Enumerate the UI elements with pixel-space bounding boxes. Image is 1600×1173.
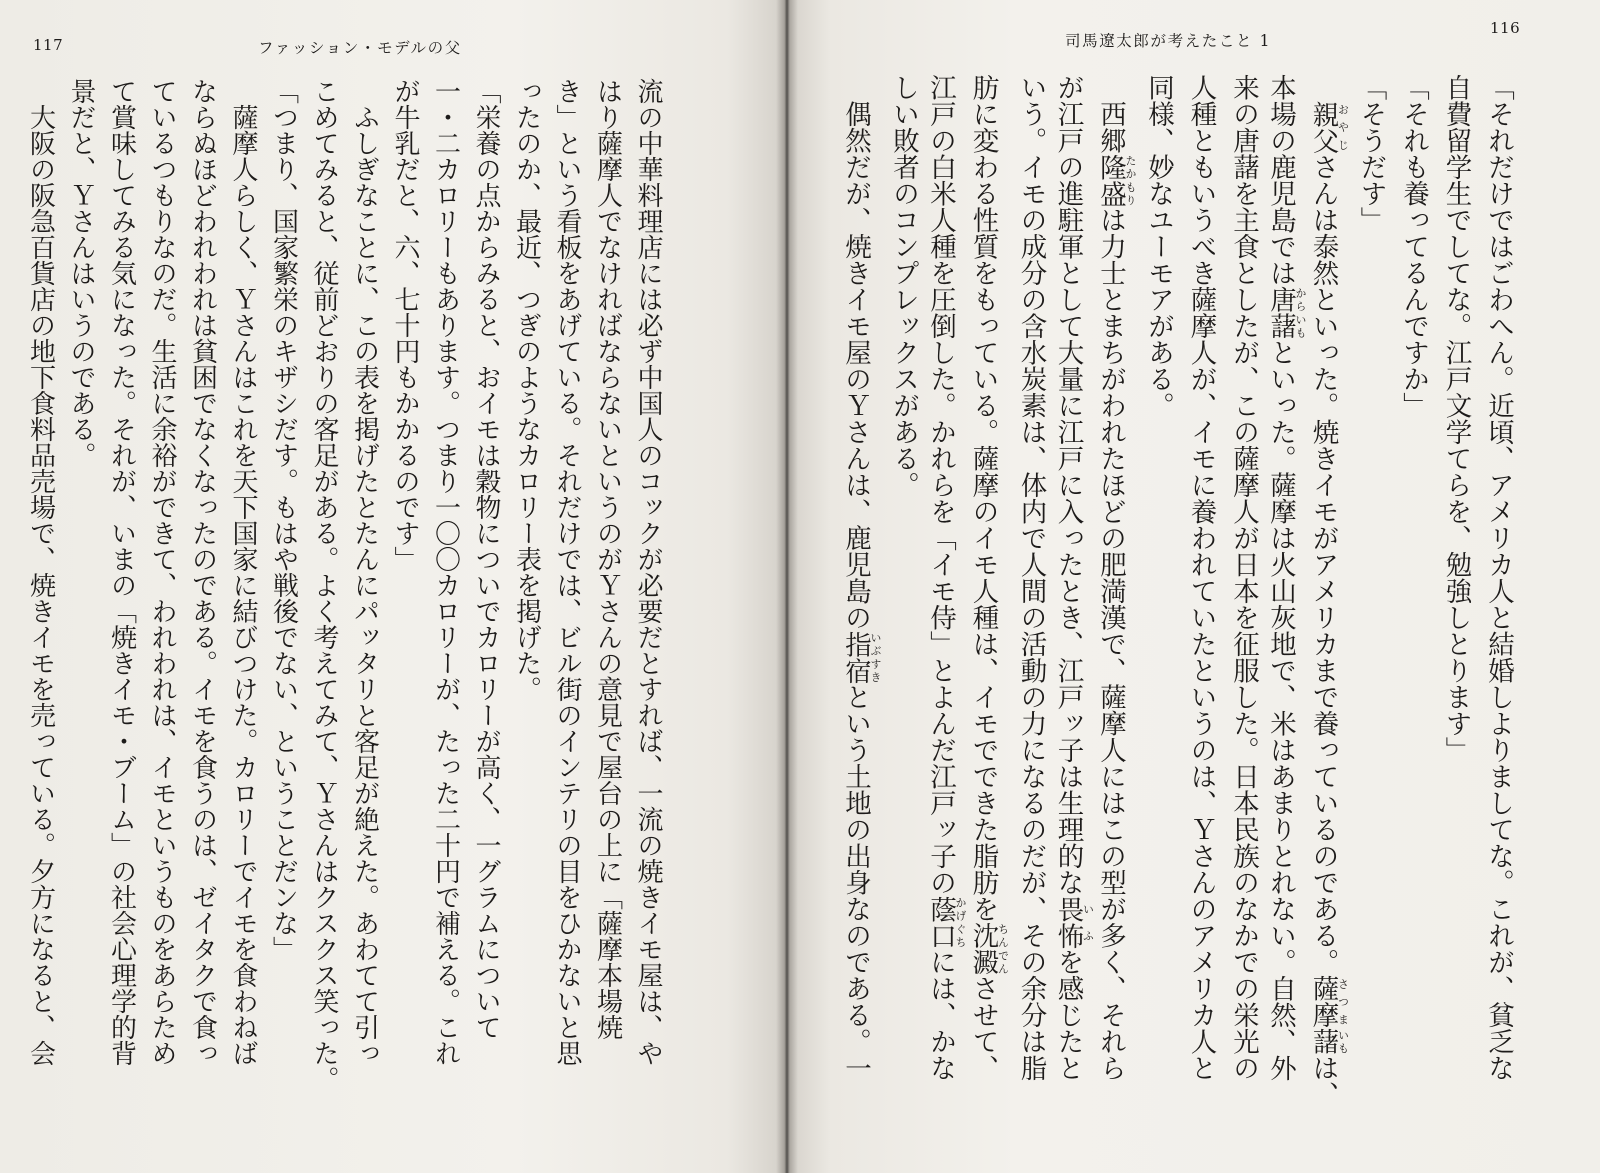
text-run: 一・二カロリーもあります。つまり一〇〇カロリーが、たった二十円で補える。これ [430, 78, 461, 1066]
ruby-annotation [1307, 1028, 1350, 1055]
text-column [101, 78, 142, 1138]
ruby-reading: かげぐち [954, 895, 967, 949]
text-column [425, 78, 466, 1138]
ruby-base: 親父 [1307, 100, 1339, 154]
text-run: という土地の出身なのである。一 [840, 683, 871, 1081]
right-page [790, 0, 1600, 1173]
text-column [924, 74, 967, 1144]
text-run: 自費留学生でしてな。江戸文学てらを、勉強しとります」 [1440, 74, 1472, 763]
text-run: させて、 [967, 975, 999, 1081]
text-run: ったのか、最近、つぎのようなカロリー表を掲げた。 [511, 78, 542, 702]
gutter-shadow [776, 0, 798, 1173]
text-run: 「それも養ってるんですか」 [1398, 74, 1429, 419]
text-column [547, 78, 588, 1138]
text-run: 同様、妙なユーモアがある。 [1143, 74, 1174, 419]
text-column [20, 78, 61, 1138]
ruby-base: 唐藷 [1265, 286, 1296, 339]
running-head: ファッション・モデルの父 [258, 39, 462, 57]
text-run: 薩摩人らしく、Ｙさんはこれを天下国家に結びつけた。カロリーでイモを食わねば [228, 78, 258, 1066]
text-column [466, 78, 507, 1138]
text-run: 偶然だが、焼きイモ屋のＹさんは、鹿児島の [840, 74, 871, 631]
body-text [20, 78, 668, 1138]
text-run [1308, 74, 1339, 101]
text-column [1179, 74, 1222, 1144]
text-column [1009, 74, 1052, 1144]
ruby-reading: いも [1336, 1028, 1350, 1055]
text-run: 西郷 [1095, 74, 1126, 154]
ruby-reading: たかもり [1124, 153, 1137, 207]
ruby-reading: さつま [1336, 975, 1350, 1028]
text-column [1307, 74, 1350, 1144]
text-column [1349, 74, 1392, 1144]
ruby-reading: おやじ [1336, 100, 1350, 154]
text-column [344, 78, 385, 1138]
text-column [385, 78, 426, 1138]
text-run: が牛乳だと、六、七十円もかかるのです」 [390, 78, 420, 572]
text-run: こめてみると、従前どおりの客足がある。よく考えてみて、Ｙさんはクスクス笑った。 [309, 78, 339, 1092]
text-run: 「栄養の点からみると、おイモは穀物についでカロリーが高く、一グラムについて [471, 78, 501, 1040]
text-column [182, 78, 223, 1138]
text-run: 人種ともいうべき薩摩人が、イモに養われていたというのは、Ｙさんのアメリカ人と [1185, 74, 1217, 1081]
left-page [0, 0, 790, 1173]
ruby-base: 指宿 [840, 630, 871, 684]
text-column [304, 78, 345, 1138]
text-column [1392, 74, 1435, 1144]
text-run: ふしぎなことに、この表を掲げたとたんにパッタリと客足が絶えた。あわてて引っ [349, 78, 380, 1066]
text-run: 景だと、Ｙさんはいうのである。 [66, 78, 96, 468]
body-text [839, 74, 1519, 1144]
text-column [1094, 74, 1137, 1144]
text-run: ているつもりなのだ。生活に余裕ができて、われわれは、イモというものをあらため [147, 78, 177, 1066]
text-run: き」という看板をあげている。それだけでは、ビル街のインテリの目をひかないと思 [552, 78, 582, 1066]
text-run: といった。薩摩は火山灰地で、米はあまりとれない。自然、外 [1265, 339, 1296, 1081]
text-column [1477, 74, 1520, 1144]
text-run: ならぬほどわれわれは貧困でなくなったのである。イモを食うのは、ゼイタクで食っ [187, 78, 218, 1066]
text-run: 流の中華料理店には必ず中国人のコックが必要だとすれば、一流の焼きイモ屋は、や [633, 78, 663, 1066]
ruby-reading: からいも [1294, 286, 1307, 339]
text-column [1137, 74, 1180, 1144]
text-run: 「つまり、国家繁栄のキザシだす。もはや戦後でない、ということだンな」 [268, 78, 299, 962]
text-column [61, 78, 102, 1138]
ruby-annotation [840, 630, 882, 684]
ruby-annotation [925, 895, 967, 949]
text-column [1264, 74, 1307, 1144]
text-run: いう。イモの成分の含水炭素は、体内で人間の活動の力になるのだが、その余分は脂 [1015, 74, 1047, 1081]
text-column [882, 74, 925, 1144]
ruby-reading: いぶすき [869, 630, 882, 684]
text-run: は、 [1307, 1054, 1339, 1108]
text-column [223, 78, 264, 1138]
text-run: しい敗者のコンプレックスがある。 [888, 74, 919, 498]
text-column [506, 78, 547, 1138]
text-column [587, 78, 628, 1138]
text-run: 「それだけではごわへん。近頃、アメリカ人と結婚しよりましてな。これが、貧乏な [1483, 74, 1514, 1081]
page-number: 117 [33, 36, 64, 54]
ruby-base: 沈澱 [967, 922, 999, 975]
text-run: 来の唐藷を主食としたが、この薩摩人が日本を征服した。日本民族のなかでの栄光の [1228, 74, 1259, 1081]
running-head: 司馬遼太郎が考えたこと 1 [1065, 32, 1272, 50]
text-run: 本場の鹿児島では [1265, 74, 1296, 286]
text-column [628, 78, 669, 1138]
ruby-reading: ちんでん [996, 922, 1010, 975]
text-run: 肪に変わる性質をもっている。薩摩のイモ人種は、イモでできた脂肪を [967, 74, 999, 922]
text-run: には、かな [925, 948, 956, 1081]
text-run: さんは泰然といった。焼きイモがアメリカまで養っているのである。 [1307, 153, 1339, 975]
text-column [1052, 74, 1095, 1144]
text-column [142, 78, 183, 1138]
ruby-base: 畏怖 [1052, 895, 1084, 949]
ruby-annotation [1095, 153, 1137, 207]
ruby-annotation [1307, 975, 1350, 1028]
ruby-base: 藷 [1307, 1028, 1339, 1055]
ruby-annotation [1052, 895, 1095, 949]
text-column [967, 74, 1010, 1144]
page-number: 116 [1490, 19, 1521, 37]
text-run: て賞味してみる気になった。それが、いまの「焼きイモ・ブーム」の社会心理学的背 [106, 78, 137, 1066]
ruby-annotation [1265, 286, 1307, 339]
ruby-base: 隆盛 [1095, 153, 1126, 207]
text-column [1434, 74, 1477, 1144]
text-run: は力士とまちがわれたほどの肥満漢で、薩摩人にはこの型が多く、それら [1095, 206, 1126, 1081]
text-run: を感じたと [1052, 948, 1084, 1081]
text-column [1222, 74, 1265, 1144]
ruby-annotation [1307, 100, 1350, 154]
text-run: 「そうだす」 [1355, 74, 1387, 233]
text-column [263, 78, 304, 1138]
ruby-reading: いふ [1081, 895, 1095, 949]
text-run: 江戸の白米人種を圧倒した。かれらを「イモ侍」とよんだ江戸ッ子の [925, 74, 956, 896]
text-column [839, 74, 882, 1144]
text-run: が江戸の進駐軍として大量に江戸に入ったとき、江戸ッ子は生理的な [1052, 74, 1084, 896]
text-run: 大阪の阪急百貨店の地下食料品売場で、焼きイモを売っている。夕方になると、会 [25, 78, 56, 1066]
ruby-base: 薩摩 [1307, 975, 1339, 1028]
ruby-base: 蔭口 [925, 895, 956, 949]
text-run: はり薩摩人でなければならないというのがＹさんの意見で屋台の上に「薩摩本場焼 [592, 78, 623, 1040]
ruby-annotation [967, 922, 1010, 975]
